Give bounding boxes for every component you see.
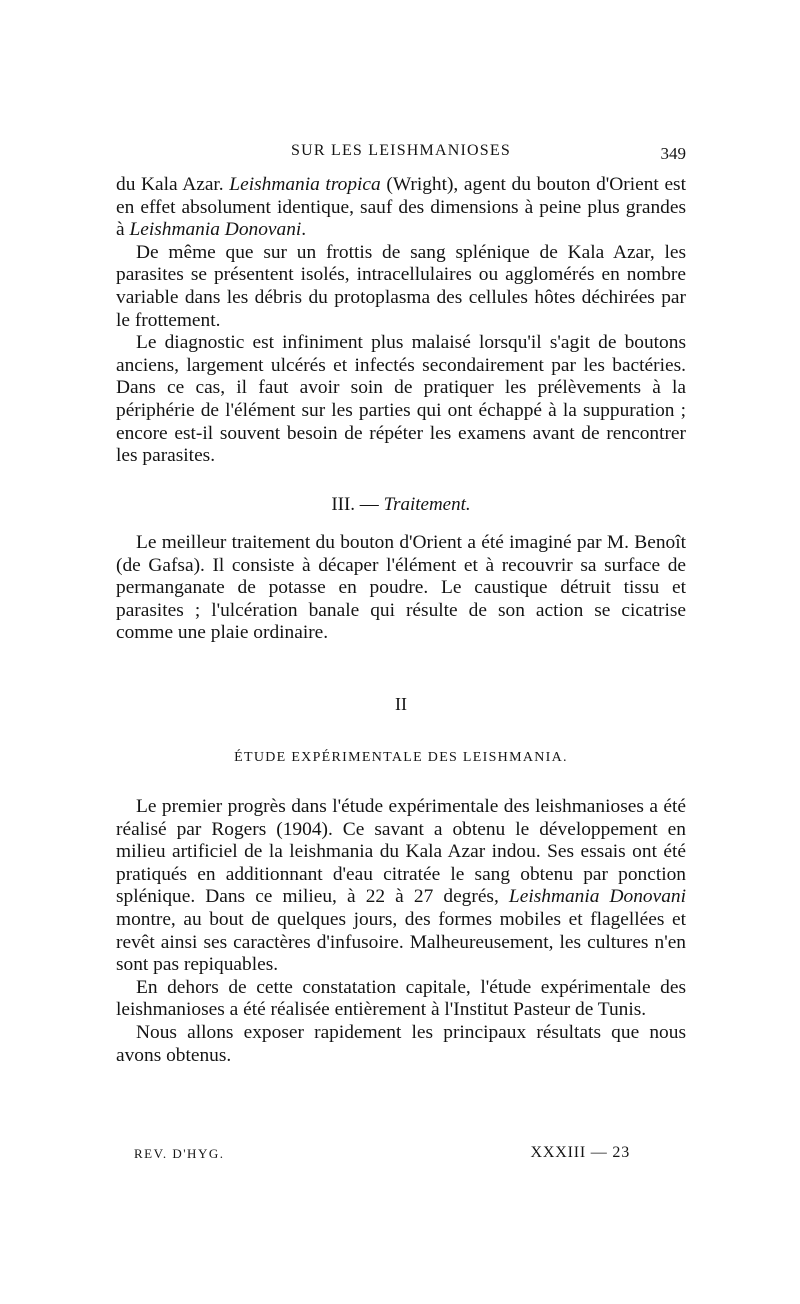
paragraph: Le meilleur traitement du bouton d'Orient a été imaginé par M. Benoît (de Gafsa). Il consiste à décaper l'élément et à recouvrir sa surface de permanganate de potasse en poudre. Le caustique détruit tissu et parasites ; l'ulcération banale qui résulte de son action se cicatrise comme une plaie ordinaire. [116,532,686,644]
journal-abbreviation: REV. D'HYG. [134,1146,225,1161]
treatment-section [116,532,686,645]
paragraph: Nous allons exposer rapidement les principaux résultats que nous avons obtenus. [116,1021,686,1066]
diagnosis-section [116,174,686,468]
signature-mark: XXXIII — 23 [530,1144,630,1161]
species-name: Leishmania Donovani [129,219,302,241]
species-name: Leishmania Donovani [508,886,686,908]
experimental-study-section [116,796,686,1067]
text-run: du Kala Azar. [116,174,230,195]
running-head: SUR LES LEISHMANIOSES [291,142,511,159]
chapter-title: ÉTUDE EXPÉRIMENTALE DES LEISHMANIA. [234,750,568,765]
paragraph [116,796,686,977]
text-run: montre, au bout de quelques jours, des formes mobiles et flagellées et revêt ainsi ses caractères d'infusoire. Malheureusement, les cultures n'en sont pas repiquables. [116,908,686,976]
page-number: 349 [660,144,686,163]
species-name: Leishmania tropica [229,174,381,195]
text-run: (Wright), agent du bouton d'Orient est en effet absolument identique, sauf des dimensions à peine plus grandes à [116,174,686,241]
paragraph: De même que sur un frottis de sang splénique de Kala Azar, les parasites se présentent isolés, intracellulaires ou agglomérés en nombre variable dans les débris du protoplasma des cellules hôtes déchirées par le frottement. [116,241,686,331]
section-title: Traitement. [383,494,471,515]
text-run: . [301,219,307,241]
paragraph-continuation [116,174,686,242]
paragraph: En dehors de cette constatation capitale, l'étude expérimentale des leishmanioses a été réalisée entièrement à l'Institut Pasteur de Tunis. [116,976,686,1021]
text-run: Le premier progrès dans l'étude expérimentale des leishmanioses a été réalisé par Rogers (1904). Ce savant a obtenu le développement en milieu artificiel de la leishmania du Kala Azar indou. Ses essais ont été pratiqués en additionnant d'eau citratée le sang obtenu par ponction splénique. Dans ce milieu, à 22 à 27 degrés, [116,796,686,908]
chapter-number: II [395,694,407,714]
page-footer [134,1146,630,1170]
paragraph: Le diagnostic est infiniment plus malaisé lorsqu'il s'agit de boutons anciens, largement ulcérés et infectés secondairement par les bactéries. Dans ce cas, il faut avoir soin de pratiquer les prélèvements à la périphérie de l'élément sur les parties qui ont échappé à la suppuration ; encore est-il souvent besoin de répéter les examens avant de rencontrer les parasites. [116,332,686,467]
section-number: III. — [331,494,384,515]
page-header [116,142,686,166]
section-heading-traitement [116,494,686,516]
